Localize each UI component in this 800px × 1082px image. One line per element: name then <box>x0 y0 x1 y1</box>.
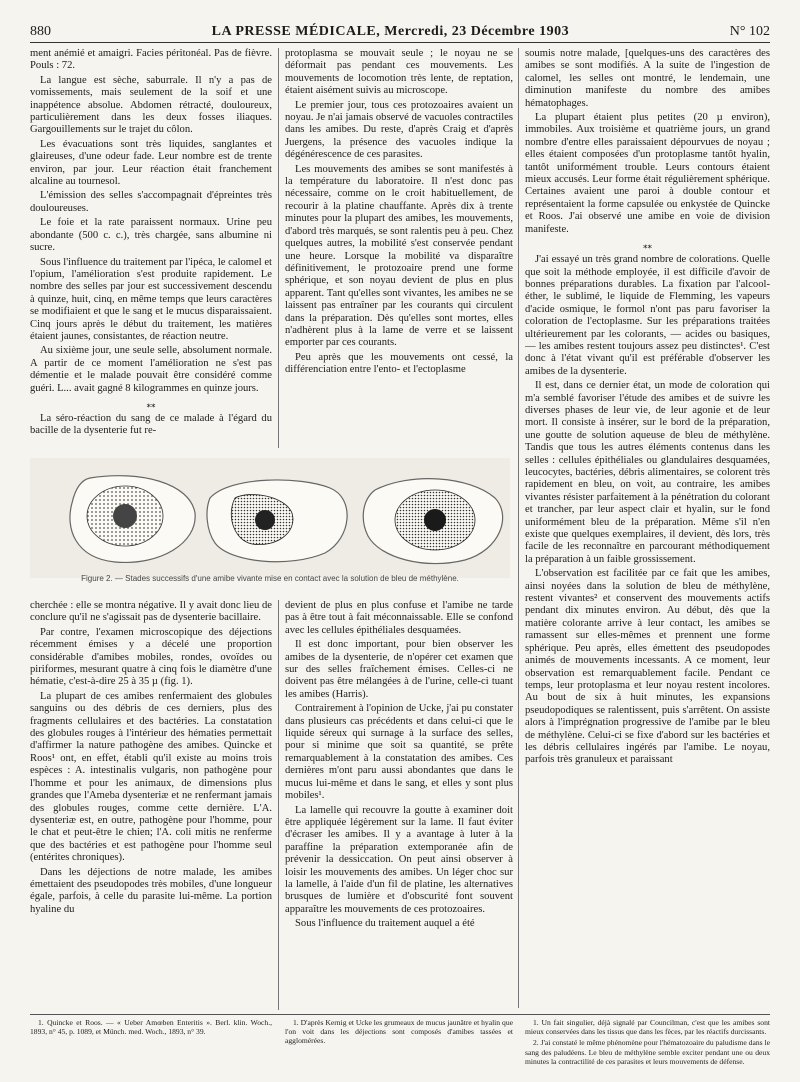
paragraph: Les mouvements des amibes se sont manifestés à la température du laboratoire. Il n'est donc pas nécessaire, comme on le croit habituellement, de recourir à la platine chauffante. Après dix à trente minutes pour la plupart des amibes, les mouvements, d'abord très marqués, se sont ralentis peu à peu. Chez quelques autres, la mobilité s'est conservée pendant une heure. Lorsque la mobilité va disparaître définitivement, le protozoaire prend une forme sphérique, et son noyau devient de plus en plus apparent. Tant qu'elles sont vivantes, les amibes ne se laissent pas entraîner par les courants qui circulent dans la préparation. Dès qu'elles sont mortes, elles n'adhèrent plus à la lame de verre et se laissent emporter par ces courants. <box>285 163 513 349</box>
footnote-col2 <box>285 1018 513 1048</box>
footnote-col1 <box>30 1018 272 1038</box>
page-header <box>30 18 770 43</box>
paragraph: ment anémié et amaigri. Facies péritonéal. Pas de fièvre. Pouls : 72. <box>30 48 272 72</box>
column-3 <box>525 48 770 1008</box>
paragraph: La lamelle qui recouvre la goutte à examiner doit être appliquée légèrement sur la lame. Il faut éviter d'écraser les amibes. Il y a avantage à luter à la paraffine la préparation extemporanée afin de prévenir la dessiccation. On peut ainsi observer à loisir les mouvements des amibes. Un léger choc sur la lamelle, à l'aide d'un fil de platine, les alternatives brusques de lumière et d'obscurité font souvent apparaître les mouvements de ces protozoaires. <box>285 804 513 915</box>
footnote: 2. J'ai constaté le même phénomène pour l'hématozoaire du paludisme dans le sang des paludéens. Le bleu de méthylène semble exciter pendant une ou deux minutes la contractilité de ces parasites et leurs mouvements de défense. <box>525 1038 770 1066</box>
paragraph: La plupart de ces amibes renfermaient des globules sanguins ou des débris de ces derniers, plus des fragments cellulaires et des bactéries. La constatation des globules rouges à l'intérieur des hématies permettait d'affirmer la nature pathogène des amibes. Quincke et Roos¹ ont, en effet, établi qu'il existe au moins trois espèces : A. intestinalis vulgaris, non pathogène pour l'homme et pour les animaux, de dimensions plus grandes que l'Ameba dysenteriæ et ne renfermant jamais des globules rouges, comme cette dernière. L'A. dysenteriæ est, en outre, pathogène pour l'homme, pour le chat et peut-être le chien; l'A. coli mitis ne renferme que des bactéries et est pathogène pour l'homme seul (entérites chroniques). <box>30 690 272 864</box>
footnote-col3 <box>525 1018 770 1068</box>
amoeba-stage-3 <box>363 479 502 564</box>
footnote-rule <box>30 1014 770 1015</box>
journal-title: LA PRESSE MÉDICALE, Mercredi, 23 Décembre 1903 <box>211 24 570 39</box>
paragraph: Il est, dans ce dernier état, un mode de coloration qui m'a semblé favoriser l'étude des amibes et de suivre les diverses phases de leur vie, de leur agonie et de leur mort. Il consiste à insérer, sur le bord de la préparation, une goutte de solution aqueuse de bleu de méthylène. Tandis que tous les autres éléments contenus dans les selles : cellules épithéliales ou glandulaires desquamées, leucocytes, bactéries, débris alimentaires, se colorent très rapidement en bleu, on voit, au contraire, les amibes vivantes résister parfaitement à la pénétration du colorant et trancher, par leur aspect clair et hyalin, sur le fond uniformément bleu de la préparation. Même s'il n'en existe que quelques exemplaires, il devient, dès lors, très facile de les reconnaître en parcourant méthodiquement la préparation à un faible grossissement. <box>525 380 770 565</box>
column-rule <box>278 600 279 1010</box>
amoeba-stages-illustration <box>30 458 510 578</box>
paragraph: Sous l'influence du traitement auquel a été <box>295 918 475 930</box>
paragraph: La plupart étaient plus petites (20 µ environ), immobiles. Aux troisième et quatrième jours, un grand nombre d'entre elles paraissaient dépourvues de noyau ; elles étaient composées d'un protoplasme tantôt hyalin, tantôt uniformément trouble. Leurs contours étaient mieux accusés. Leur forme était régulièrement sphérique. Certaines avaient une paroi à double contour et représentaient la forme capsulée ou enkystée de Quincke et Roos. J'ai observé une amibe en voie de division manifeste. <box>525 112 770 235</box>
paragraph: L'observation est facilitée par ce fait que les amibes, ainsi noyées dans la solution de bleu de méthylène, restent vivantes² et conservent des mouvements actifs pendant dix minutes environ. Au début, dès que la matière colorante arrive à leur contact, les amibes se ramassent sur elles-mêmes et prennent une forme sphérique. Peu après, elles émettent des pseudopodes animés de mouvements incessants. A ce moment, leur observation est remarquablement facile. Pendant ce temps, leur protoplasma et leur noyau restent incolores. Au bout de six à huit minutes, les expansions pseudopodiques se ralentissent, puis s'arrêtent. On assiste alors à l'imprégnation progressive de l'amibe par le bleu de méthylène. Celui-ci se fixe d'abord sur les bactéries et les débris cellulaires ingérés par l'amibe. Le noyau, parfois très granuleux et paraissant <box>525 568 770 766</box>
paragraph: Contrairement à l'opinion de Ucke, j'ai pu constater dans plusieurs cas précédents et dans celui-ci que le liquide séreux qui surnage à la surface des selles, pour si minime que soit sa quantité, se prête remarquablement à la constatation des amibes. Ces dernières m'ont paru aussi abondantes que dans le mucus lui-même et dans le sang, et elles y sont plus mobiles¹. <box>285 703 513 802</box>
paragraph: devient de plus en plus confuse et l'amibe ne tarde pas à être tout à fait méconnaissable. Elle se confond avec les cellules épithéliales desquamées. <box>285 600 513 636</box>
footnote: 1. D'après Kernig et Ucke les grumeaux de mucus jaunâtre et hyalin que l'on voit dans les déjections sont composés d'amibes tassées et agglomérées. <box>285 1018 513 1046</box>
paragraph: Il est donc important, pour bien observer les amibes de la dysenterie, de n'opérer cet examen que sur des selles fraîchement émises. Celles-ci ne doivent pas être mélangées à de l'urine, celle-ci tuant les amibes (Harris). <box>285 639 513 700</box>
amoeba-stage-2 <box>207 480 347 562</box>
paragraph: Peu après que les mouvements ont cessé, la différenciation entre l'ento- et l'ectoplasme <box>285 351 513 376</box>
paragraph: La langue est sèche, saburrale. Il n'y a pas de vomissements, mais seulement de la soif et une inappétence absolue. Abdomen rétracté, douloureux, particulièrement dans les deux fosses iliaques. Gargouillements sur le trajet du côlon. <box>30 74 272 136</box>
page-number: 880 <box>30 24 51 39</box>
paragraph: protoplasma se mouvait seule ; le noyau ne se déformait pas pendant ces mouvements. Les mouvements de locomotion très lente, de reptation, étaient aisément suivis au microscope. <box>285 48 513 97</box>
paragraph: cherchée : elle se montra négative. Il y avait donc lieu de conclure qu'il ne s'agissait pas de dysenterie bacillaire. <box>30 600 272 624</box>
column-1-top <box>30 48 272 448</box>
paragraph: soumis notre malade, [quelques-uns des caractères des amibes se sont modifiés. A la suite de l'ingestion de calomel, les selles ont montré, le lendemain, une diminution manifeste du nombre des amibes hématophages. <box>525 48 770 109</box>
section-separator: ⁎⁎ <box>643 240 652 251</box>
section-separator: ⁎⁎ <box>146 398 156 409</box>
footnote: 1. Un fait singulier, déjà signalé par Councilman, c'est que les amibes sont mieux conservées dans les tissus que dans les fèces, par les réactifs durcissants. <box>525 1018 770 1037</box>
issue-number: N° 102 <box>729 24 770 39</box>
figure-caption: Figure 2. — Stades successifs d'une amibe vivante mise en contact avec la solution de bleu de méthylène. <box>81 574 459 583</box>
column-2-bottom <box>285 600 513 1010</box>
paragraph: Les évacuations sont très liquides, sanglantes et glaireuses, d'une odeur fade. Leur nombre est de trente environ, par jour. Leur réaction était franchement alcaline au tournesol. <box>30 138 272 188</box>
column-1-bottom <box>30 600 272 1010</box>
footnote: 1. Quincke et Roos. — « Ueber Amœben Enteritis ». Berl. klin. Woch., 1893, n° 45, p. 1089, et Münch. med. Woch., 1893, n° 39. <box>30 1018 272 1037</box>
amoeba-figure <box>30 458 510 588</box>
paragraph: J'ai essayé un très grand nombre de colorations. Quelle que soit la méthode employée, il est difficile d'avoir de bonnes préparations durables. La fixation par l'alcool-éther, le sublimé, le liquide de Flemming, les vapeurs d'acide osmique, le formol n'ont pas paru favoriser la coloration de l'ectoplasme. Sur les préparations traitées ultérieurement par les colorants, — acides ou basiques, — les amibes restent toujours assez peu distinctes¹. C'est donc à l'état vivant qu'il est préférable d'observer les amibes de la dysenterie. <box>525 254 770 377</box>
paragraph: Le premier jour, tous ces protozoaires avaient un noyau. Je n'ai jamais observé de vacuoles contractiles dans les amibes. Du reste, d'après Craig et d'après Juergens, la présence des vacuoles indique la dégénérescence de ces parasites. <box>285 99 513 161</box>
column-rule <box>278 48 279 448</box>
column-2-top <box>285 48 513 448</box>
paragraph: Dans les déjections de notre malade, les amibes émettaient des pseudopodes très mobiles, d'une longueur égale, parfois, à celle du parasite lui-même. La portion hyaline du <box>30 866 272 915</box>
paragraph: Sous l'influence du traitement par l'ipéca, le calomel et l'opium, l'amélioration s'est produite rapidement. Le nombre des selles par jour est successivement descendu à quinze, huit, cinq, en même temps que leurs caractères se modifiaient et que le sang et le mucus disparaissaient. Cinq jours après le début du traitement, les matières étaient jaunes, consistantes, de réaction neutre. <box>30 256 272 342</box>
paragraph: Par contre, l'examen microscopique des déjections récemment émises y a décelé une proportion considérable d'amibes mobiles, rondes, ovoïdes ou piriformes, mesurant quatre à cinq fois le diamètre d'une hématie, c'est-à-dire 25 à 35 µ (fig. 1). <box>30 626 272 688</box>
paragraph: L'émission des selles s'accompagnait d'épreintes très douloureuses. <box>30 190 272 214</box>
paragraph: Le foie et la rate paraissent normaux. Urine peu abondante (500 c. c.), très chargée, sans albumine ni sucre. <box>30 217 272 254</box>
paragraph: La séro-réaction du sang de ce malade à l'égard du bacille de la dysenterie fut re- <box>30 412 272 437</box>
column-rule <box>518 48 519 1008</box>
paragraph: Au sixième jour, une seule selle, absolument normale. A partir de ce moment l'amélioration ne s'est pas démentie et le malade pouvait être considéré comme guéri. L... avait gagné 8 kilogrammes en quinze jours. <box>30 345 272 394</box>
